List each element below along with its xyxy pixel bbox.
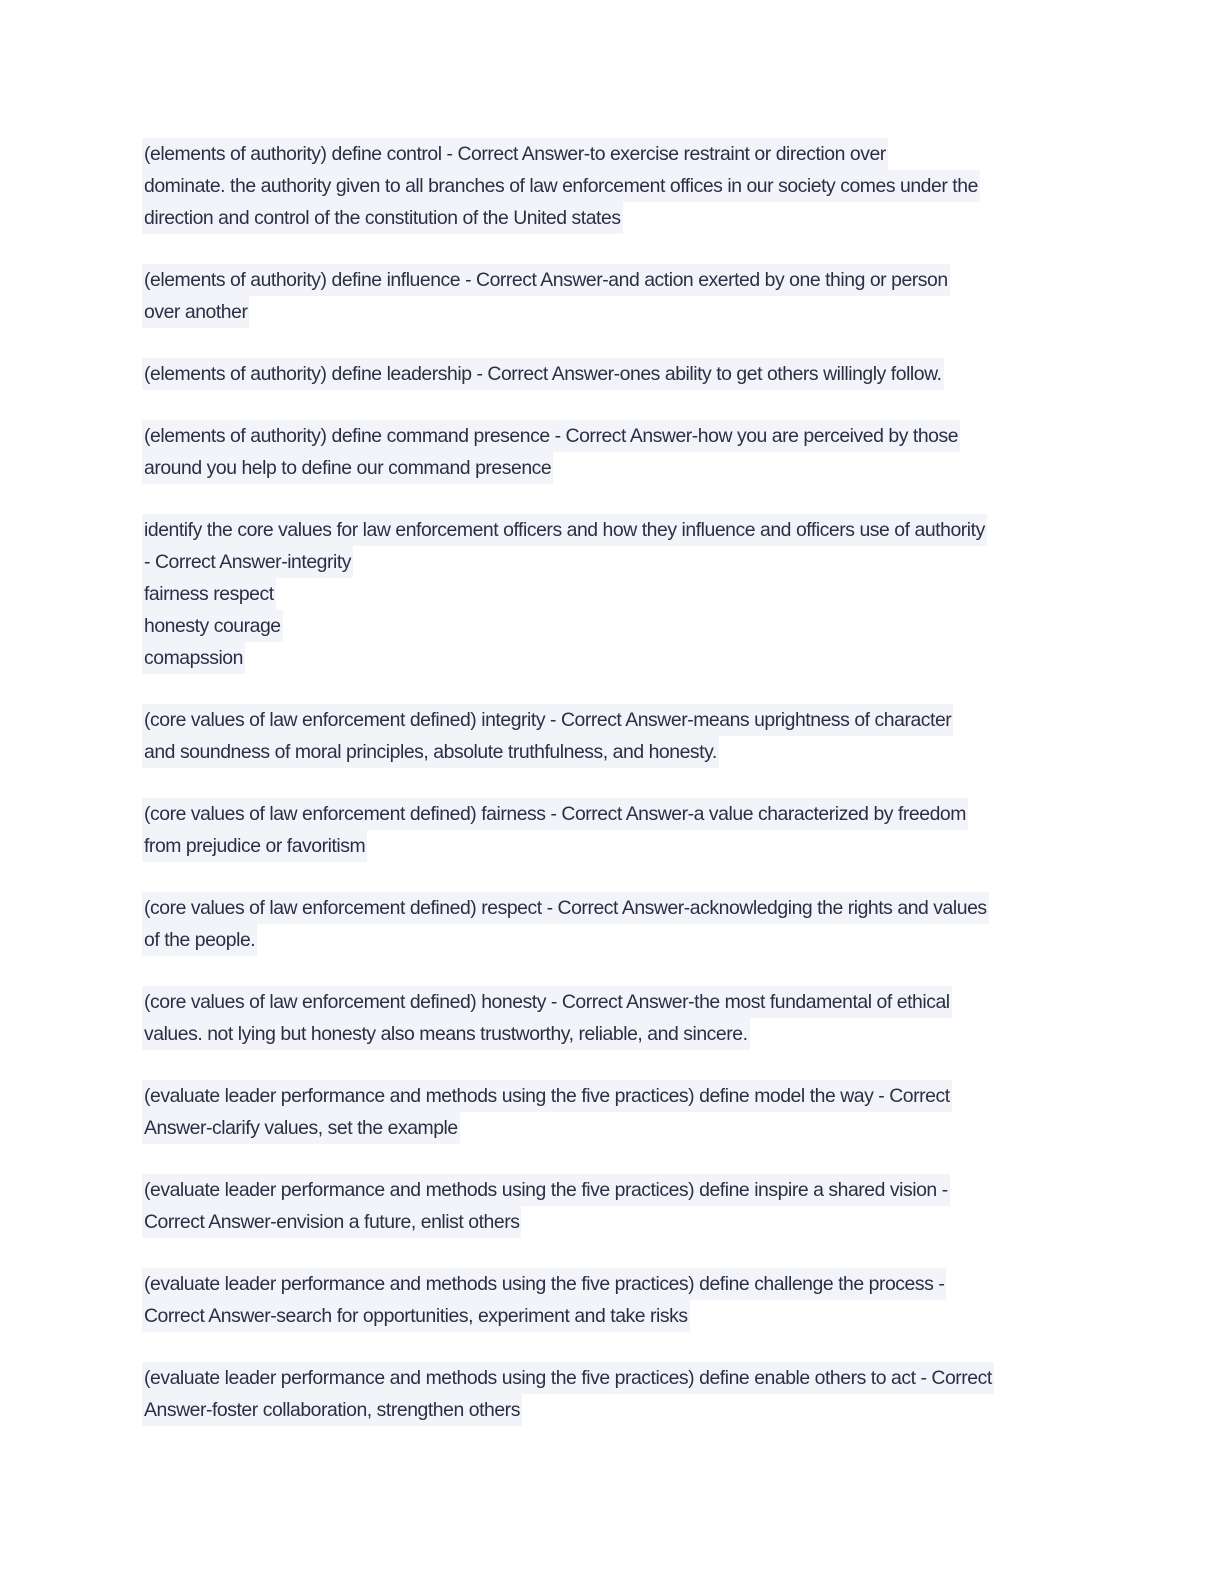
- text-line: (core values of law enforcement defined) integrity - Correct Answer-means uprightness of character: [142, 704, 953, 736]
- text-line: from prejudice or favoritism: [142, 830, 367, 862]
- text-line: (elements of authority) define influence - Correct Answer-and action exerted by one thing or person: [142, 264, 950, 296]
- text-line: Correct Answer-envision a future, enlist others: [142, 1206, 521, 1238]
- flashcard-entry: [142, 420, 1082, 484]
- text-line: (core values of law enforcement defined) respect - Correct Answer-acknowledging the rights and values: [142, 892, 989, 924]
- flashcard-entry: [142, 1268, 1082, 1332]
- text-line: (evaluate leader performance and methods using the five practices) define challenge the process -: [142, 1268, 946, 1300]
- text-line: Answer-foster collaboration, strengthen others: [142, 1394, 522, 1426]
- text-line: (evaluate leader performance and methods using the five practices) define inspire a shared vision -: [142, 1174, 950, 1206]
- text-line: Correct Answer-search for opportunities, experiment and take risks: [142, 1300, 690, 1332]
- text-line: fairness respect: [142, 578, 276, 610]
- text-line: dominate. the authority given to all branches of law enforcement offices in our society comes under the: [142, 170, 980, 202]
- text-line: (core values of law enforcement defined) fairness - Correct Answer-a value characterized by freedom: [142, 798, 968, 830]
- flashcard-entry: [142, 514, 1082, 674]
- flashcard-entry: [142, 892, 1082, 956]
- text-line: around you help to define our command presence: [142, 452, 553, 484]
- text-line: (elements of authority) define command presence - Correct Answer-how you are perceived by those: [142, 420, 960, 452]
- text-line: (evaluate leader performance and methods using the five practices) define enable others to act - Correct: [142, 1362, 994, 1394]
- text-line: direction and control of the constitution of the United states: [142, 202, 623, 234]
- text-line: values. not lying but honesty also means trustworthy, reliable, and sincere.: [142, 1018, 750, 1050]
- text-line: (evaluate leader performance and methods using the five practices) define model the way - Correct: [142, 1080, 952, 1112]
- flashcard-entry: [142, 264, 1082, 328]
- text-line: (elements of authority) define leadership - Correct Answer-ones ability to get others willingly follow.: [142, 358, 944, 390]
- flashcard-text-body: [142, 138, 1082, 1456]
- flashcard-entry: [142, 1362, 1082, 1426]
- text-line: of the people.: [142, 924, 257, 956]
- flashcard-entry: [142, 1174, 1082, 1238]
- text-line: (elements of authority) define control - Correct Answer-to exercise restraint or direction over: [142, 138, 888, 170]
- flashcard-entry: [142, 798, 1082, 862]
- text-line: identify the core values for law enforcement officers and how they influence and officers use of authority: [142, 514, 987, 546]
- text-line: - Correct Answer-integrity: [142, 546, 353, 578]
- flashcard-entry: [142, 138, 1082, 234]
- text-line: (core values of law enforcement defined) honesty - Correct Answer-the most fundamental of ethical: [142, 986, 952, 1018]
- text-line: over another: [142, 296, 249, 328]
- flashcard-entry: [142, 358, 1082, 390]
- text-line: and soundness of moral principles, absolute truthfulness, and honesty.: [142, 736, 719, 768]
- flashcard-entry: [142, 1080, 1082, 1144]
- text-line: Answer-clarify values, set the example: [142, 1112, 460, 1144]
- text-line: honesty courage: [142, 610, 283, 642]
- flashcard-entry: [142, 986, 1082, 1050]
- text-line: comapssion: [142, 642, 245, 674]
- flashcard-entry: [142, 704, 1082, 768]
